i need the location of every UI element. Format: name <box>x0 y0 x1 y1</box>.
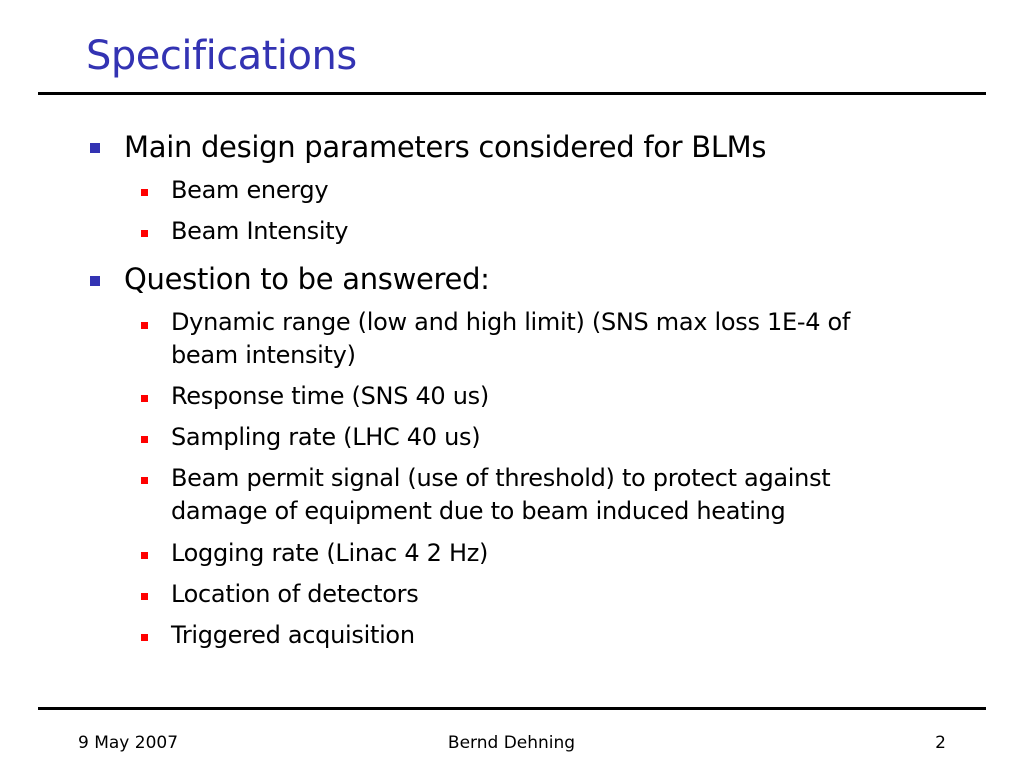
sub-bullet-sampling-rate: Sampling rate (LHC 40 us) <box>171 423 481 451</box>
footer-author: Bernd Dehning <box>447 733 576 753</box>
level2-bullet-marker <box>141 395 148 402</box>
level1-bullet-marker <box>90 276 100 286</box>
footer-divider <box>38 707 986 710</box>
level2-bullet-marker <box>141 436 148 443</box>
bullet-main-design: Main design parameters considered for BLMs <box>124 130 767 164</box>
level2-bullet-marker <box>141 552 148 559</box>
bullet-question: Question to be answered: <box>124 262 490 296</box>
sub-bullet-triggered: Triggered acquisition <box>171 621 415 649</box>
level2-bullet-marker <box>141 477 148 484</box>
sub-bullet-dynamic-range: Dynamic range (low and high limit) (SNS max loss 1E-4 of beam intensity) <box>171 308 851 369</box>
level2-bullet-marker <box>141 322 148 329</box>
footer-date: 9 May 2007 <box>78 733 179 753</box>
sub-bullet-response-time: Response time (SNS 40 us) <box>171 382 489 410</box>
title-divider <box>38 92 986 95</box>
footer-page-number: 2 <box>935 733 946 753</box>
level2-bullet-marker <box>141 634 148 641</box>
sub-bullet-beam-energy: Beam energy <box>171 176 329 204</box>
level2-bullet-marker <box>141 230 148 237</box>
sub-bullet-logging-rate: Logging rate (Linac 4 2 Hz) <box>171 539 489 567</box>
level2-bullet-marker <box>141 593 148 600</box>
level2-bullet-marker <box>141 189 148 196</box>
level1-bullet-marker <box>90 143 100 153</box>
sub-bullet-beam-permit: Beam permit signal (use of threshold) to protect against damage of equipment due to beam induced heating <box>171 464 831 525</box>
slide-title: Specifications <box>86 33 357 79</box>
sub-bullet-beam-intensity: Beam Intensity <box>171 217 349 245</box>
sub-bullet-location: Location of detectors <box>171 580 419 608</box>
